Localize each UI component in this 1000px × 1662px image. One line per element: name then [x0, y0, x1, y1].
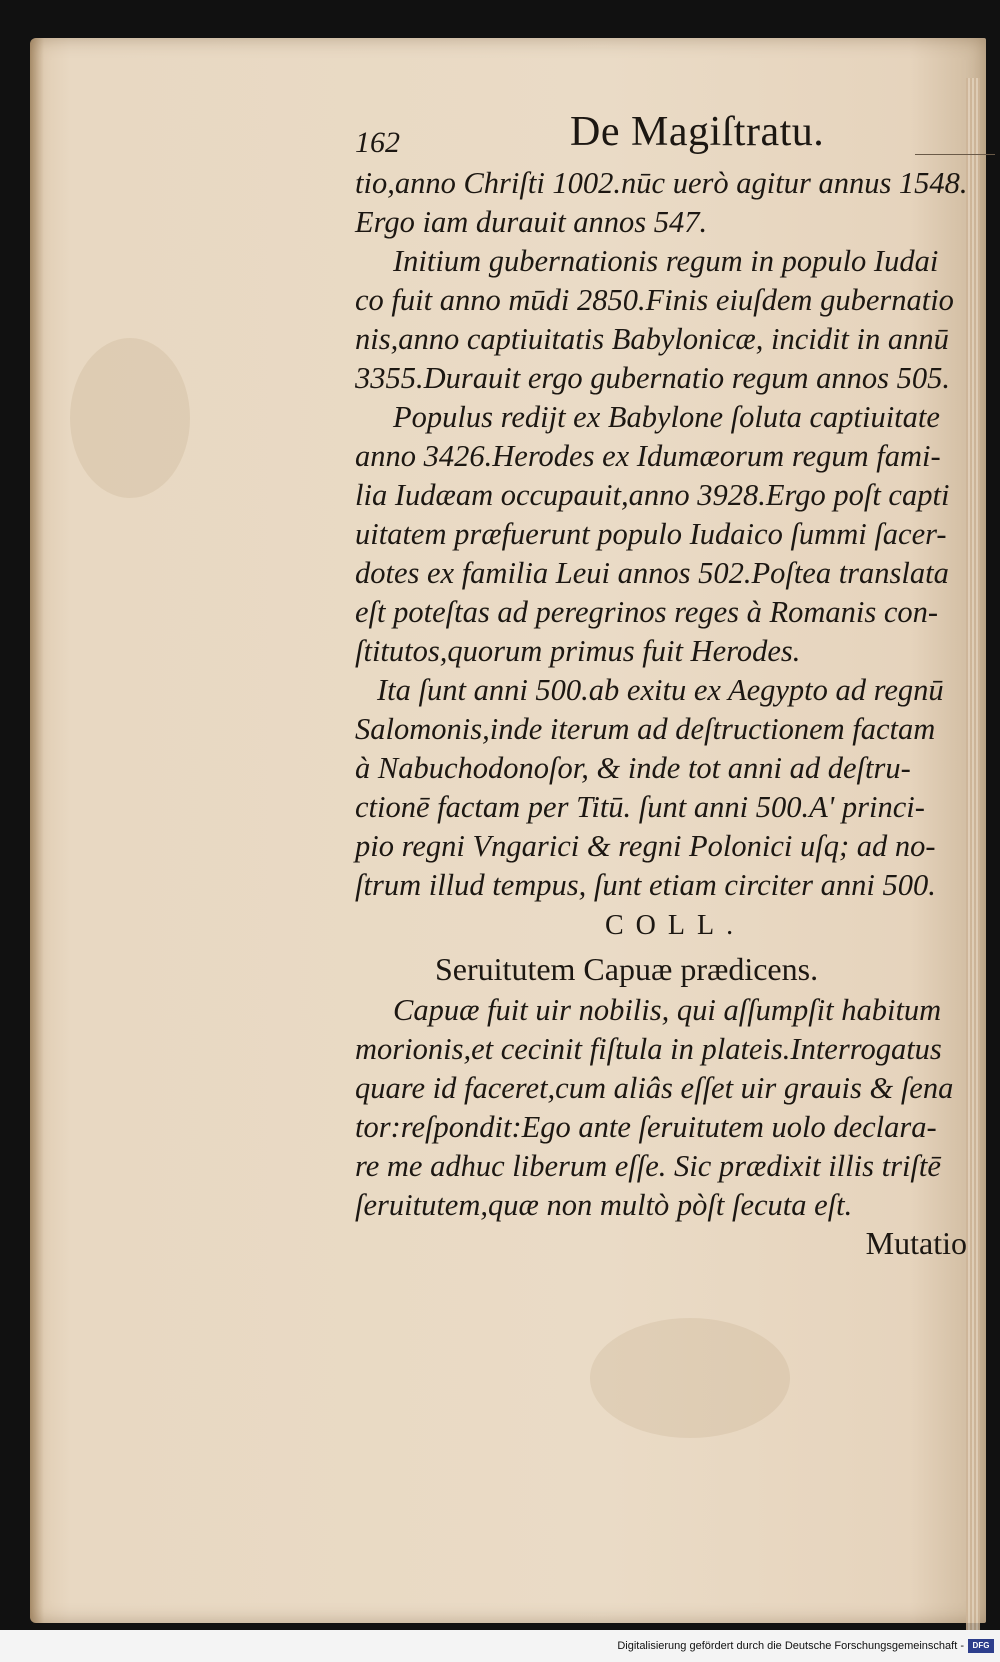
text-line: tio,anno Chriſti 1002.nūc uerò agitur annus 1548.	[355, 166, 968, 200]
text-line: uitatem præfuerunt populo Iudaico ſummi ſacer-	[355, 517, 947, 551]
text-line: Salomonis,inde iterum ad deſtructionem factam	[355, 712, 936, 746]
header-rule	[915, 154, 995, 155]
paper-stain	[590, 1318, 790, 1438]
text-block	[355, 108, 985, 1262]
page-header	[355, 108, 985, 164]
page-number: 162	[355, 126, 400, 159]
section-heading: Seruitutem Capuæ prædicens.	[435, 951, 819, 987]
text-line: pio regni Vngarici & regni Polonici uſq; ad no-	[355, 829, 936, 863]
text-line: co fuit anno mūdi 2850.Finis eiuſdem gubernatio	[355, 283, 954, 317]
text-line: ſtrum illud tempus, ſunt etiam circiter anni 500.	[355, 868, 936, 902]
text-line: ctionē factam per Titū. ſunt anni 500.A' princi-	[355, 790, 925, 824]
footer-bar	[0, 1630, 1000, 1662]
catchword: Mutatio	[865, 1225, 967, 1261]
text-line: Populus rediјt ex Babylone ſoluta captiuitate	[393, 400, 940, 434]
paper-stain	[70, 338, 190, 498]
section-line: re me adhuc liberum eſſe. Sic prædixit illis triſtē	[355, 1149, 941, 1183]
text-line: nis,anno captiuitatis Babylonicæ, incidit in annū	[355, 322, 949, 356]
running-head: De Magiſtratu.	[570, 109, 825, 155]
section-line: morionis,et cecinit fiſtula in plateis.Interrogatus	[355, 1032, 942, 1066]
text-line: eſt poteſtas ad peregrinos reges à Romanis con-	[355, 595, 939, 629]
dfg-logo: DFG	[968, 1639, 994, 1653]
footer-credit: Digitalisierung gefördert durch die Deutsche Forschungsgemeinschaft -	[617, 1640, 964, 1652]
text-line: Initium gubernationis regum in populo Iudai	[393, 244, 939, 278]
section-line: Capuæ fuit uir nobilis, qui aſſumpſit habitum	[393, 993, 942, 1027]
text-line: ſtitutos,quorum primus fuit Herodes.	[355, 634, 801, 668]
text-line: Ita ſunt anni 500.ab exitu ex Aegypto ad regnū	[377, 673, 944, 707]
text-line: à Nabuchodonoſor, & inde tot anni ad deſtru-	[355, 751, 911, 785]
text-line: Ergo iam durauit annos 547.	[355, 205, 708, 239]
text-line: anno 3426.Herodes ex Idumæorum regum fami-	[355, 439, 941, 473]
text-line: dotes ex familia Leui annos 502.Poſtea translata	[355, 556, 949, 590]
section-label: COLL.	[605, 910, 746, 941]
text-line: 3355.Durauit ergo gubernatio regum annos 505.	[355, 361, 951, 395]
text-line: lia Iudæam occupauit,anno 3928.Ergo poſt capti	[355, 478, 950, 512]
section-line: tor:reſpondit:Ego ante ſeruitutem uolo declara-	[355, 1110, 937, 1144]
section-line: quare id faceret,cum aliâs eſſet uir grauis & ſena	[355, 1071, 954, 1105]
section-line: ſeruitutem,quæ non multò pòſt ſecuta eſt.	[355, 1188, 853, 1222]
